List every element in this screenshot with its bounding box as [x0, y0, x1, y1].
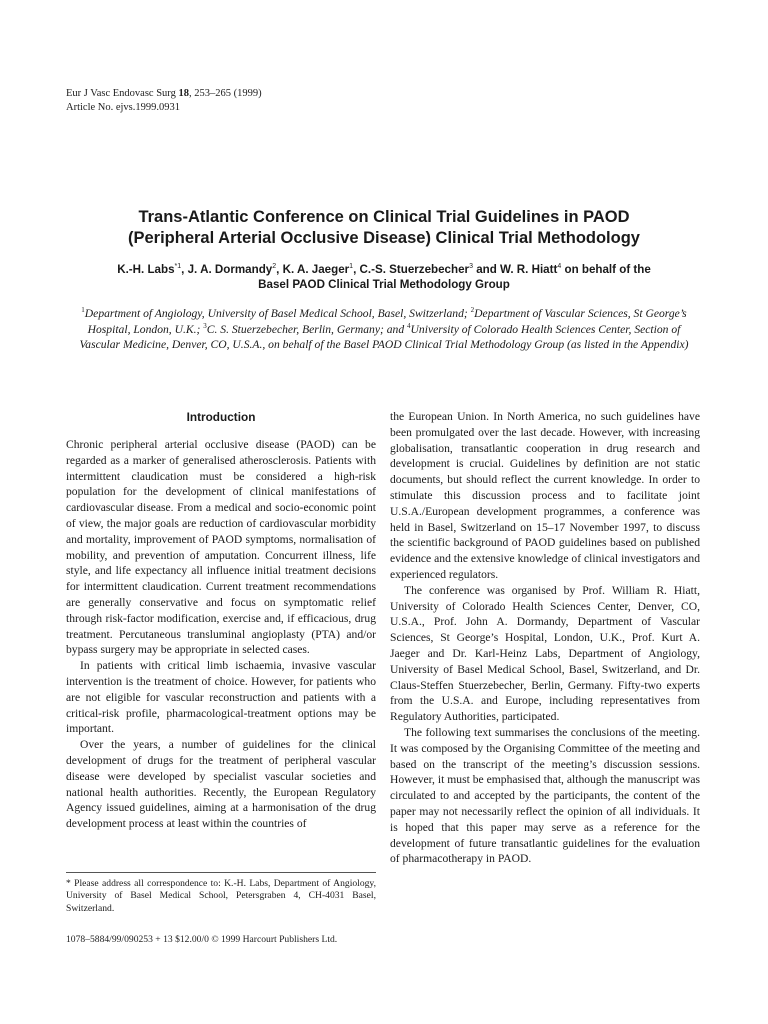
author-jaeger: , K. A. Jaeger — [276, 263, 350, 276]
body-paragraph: Chronic peripheral arterial occlusive disease (PAOD) can be regarded as a marker of generalised atherosclerosis. Patients with intermittent claudication must be considered a high-risk population for the development of clinical manifestations of cardiovascular disease. From a medical and socio-economic point of view, the major goals are reduction of cardiovascular morbidity and mortality, improvement of PAOD symptoms, normalisation of mobility, and prevention of amputation. Concurrent illness, life style, and life expectancy all influence initial treatment decisions for intermittent claudication. Current treatment recommendations are generally conservative and focus on symptomatic relief through risk-factor modification, exercise and, if efficacious, drug treatment. Percutaneous transluminal angioplasty (PTA) and/or bypass surgery may be appropriate in selected cases. — [66, 438, 376, 657]
body-paragraph: Over the years, a number of guidelines for the clinical development of drugs for the treatment of peripheral vascular disease were developed by specialist vascular societies and national health authorities. Recently, the European Regulatory Agency issued guidelines, aiming at a harmonisation of the drug development process at least within the countries of — [66, 738, 376, 831]
author-tail: on behalf of the — [561, 263, 651, 276]
author-hiatt: and W. R. Hiatt — [472, 263, 558, 276]
paper-title — [60, 207, 708, 249]
journal-citation — [66, 87, 262, 101]
journal-pages-year: , 253–265 (1999) — [188, 88, 262, 99]
title-line-2: (Peripheral Arterial Occlusive Disease) Clinical Trial Methodology — [128, 229, 640, 247]
journal-volume: 18 — [178, 88, 189, 99]
author-sup: *1 — [174, 263, 182, 270]
journal-name: Eur J Vasc Endovasc Surg — [66, 88, 179, 99]
affil-sup: 3 — [203, 321, 207, 330]
author-group: Basel PAOD Clinical Trial Methodology Group — [258, 278, 510, 291]
article-number: Article No. ejvs.1999.0931 — [66, 102, 181, 113]
correspondence-footnote: * Please address all correspondence to: K.-H. Labs, Department of Angiology, University of Basel Medical School, Petersgraben 4, CH-4031 Basel, Switzerland. — [66, 878, 376, 914]
affiliation-basel: Department of Angiology, University of Basel Medical School, Basel, Switzerland; — [84, 307, 471, 320]
affiliations — [66, 306, 702, 353]
affil-sup: 4 — [407, 321, 411, 330]
author-labs: K.-H. Labs — [117, 263, 175, 276]
body-paragraph: In patients with critical limb ischaemia, invasive vascular intervention is the treatment of choice. However, for patients who are not eligible for vascular reconstruction and patients with a critical-risk profile, pharmacological-treatment options may be important. — [66, 659, 376, 736]
title-line-1: Trans-Atlantic Conference on Clinical Trial Guidelines in PAOD — [138, 208, 630, 226]
author-sup: 2 — [272, 263, 277, 270]
affil-sup: 2 — [470, 306, 475, 314]
author-dormandy: , J. A. Dormandy — [181, 263, 273, 276]
body-paragraph: The following text summarises the conclusions of the meeting. It was composed by the Organising Committee of the meeting and based on the transcript of the meeting’s discussion sessions. However, it must be emphasised that, although the manuscript was circulated to and accepted by the participants, the content of the paper may not necessarily reflect the opinion of all individuals. It is hoped that this paper may serve as a reference for the development of future transatlantic guidelines for the evaluation of pharmacotherapy in PAOD. — [390, 725, 700, 866]
section-heading-introduction: Introduction — [186, 410, 256, 424]
author-list — [60, 262, 708, 292]
affiliation-berlin: C. S. Stuerzebecher, Berlin, Germany; and — [206, 322, 408, 336]
title-block — [60, 207, 708, 292]
body-paragraph: The conference was organised by Prof. William R. Hiatt, University of Colorado Health Sciences Center, Denver, CO, U.S.A., Prof. John A. Dormandy, Department of Vascular Sciences, St George’s Hospital, London, U.K., Prof. Kurt A. Jaeger and Dr. Karl-Heinz Labs, Department of Angiology, University of Basel Medical School, Basel, Switzerland, and Dr. Claus-Steffen Stuerzebecher, Berlin, Germany. Fifty-two experts from the U.S.A. and Europe, including representatives from Regulatory Authorities, participated. — [390, 583, 700, 724]
body-paragraph: the European Union. In North America, no such guidelines have been promulgated over the last decade. However, with increasing globalisation, transatlantic cooperation in drug research and development is crucial. Guidelines by definition are not static documents, but should reflect the current knowledge. In order to stimulate this discussion process and to facilitate joint U.S.A./European development programmes, a conference was held in Basel, Switzerland on 15–17 November 1997, to discuss the scientific background of PAOD guidelines based on published evidence and the extensive knowledge of clinical investigators and experienced regulators. — [390, 410, 700, 581]
author-stuerzebecher: , C.-S. Stuerzebecher — [353, 263, 470, 276]
journal-header — [66, 87, 262, 115]
affiliation-colorado: University of Colorado Health Sciences Center, Section of Vascular Medicine, Denver, CO, U.S.A., on behalf of the Basel PAOD Clinical Trial Methodology Group (as listed in the Appendix) — [79, 322, 689, 352]
author-sup: 3 — [469, 263, 473, 270]
author-sup: 4 — [557, 263, 562, 270]
author-sup: 1 — [349, 263, 354, 270]
left-column — [66, 410, 376, 832]
affil-sup: 1 — [81, 306, 85, 314]
right-column — [390, 409, 700, 867]
footnote-divider — [66, 872, 376, 873]
affiliation-london: Department of Vascular Sciences, St George’s Hospital, London, U.K.; — [87, 307, 687, 336]
copyright-line: 1078–5884/99/090253 + 13 $12.00/0 © 1999 Harcourt Publishers Ltd. — [66, 934, 338, 945]
